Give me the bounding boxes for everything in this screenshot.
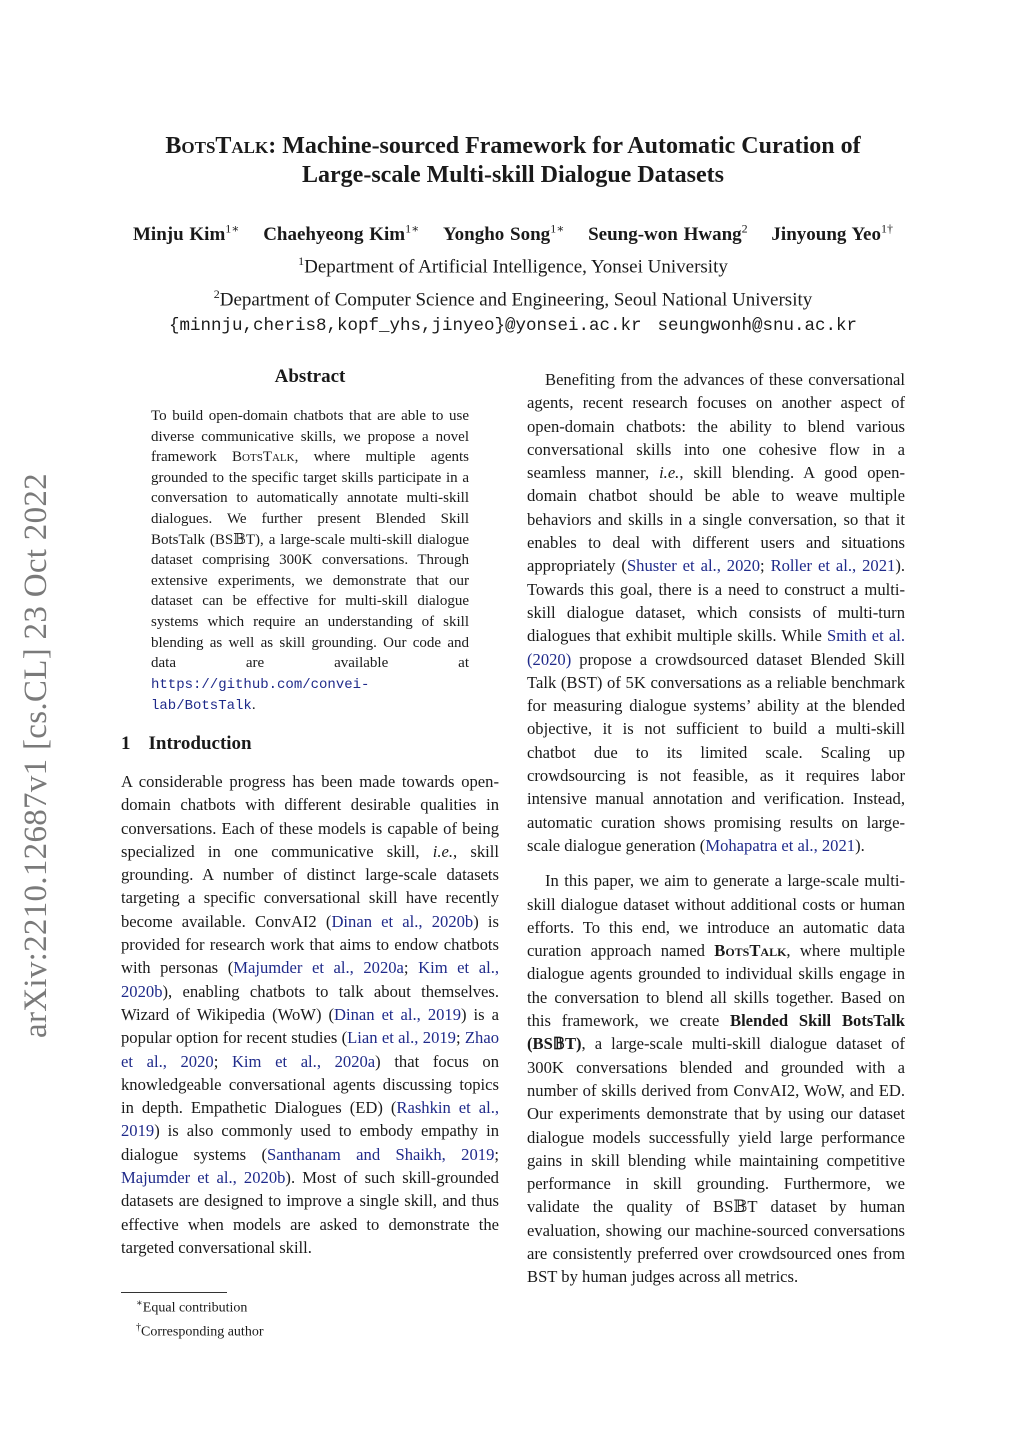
citation-link[interactable]: Smith et al. (2020) (527, 626, 905, 669)
affiliation-1: $^1$Department of Artificial Intelligence, Yonsei University (298, 254, 728, 278)
citation-link[interactable]: Dinan et al., 2019 (334, 1004, 462, 1024)
title-line1: : Machine-sourced Framework for Automatic Curation of (268, 133, 861, 159)
section-heading-introduction: 1 Introduction (121, 733, 252, 754)
author: Yongho Song$^{1∗}$ (443, 222, 565, 246)
citation-link[interactable]: Roller et al., 2021 (770, 556, 896, 576)
abstract-heading: Abstract (274, 366, 346, 387)
citation-link[interactable]: Rashkin et al., 2019 (121, 1098, 499, 1141)
code-link[interactable]: https://github.com/convei-lab/BotsTalk (151, 676, 370, 715)
author-emails (100, 313, 926, 339)
citation-link[interactable]: Shuster et al., 2020 (626, 556, 760, 576)
citation-link[interactable]: Kim et al., 2020a (231, 1051, 376, 1071)
citation-link[interactable]: Dinan et al., 2020b (331, 911, 474, 931)
abstract-text: To build open-domain chatbots that are able to use diverse communicative skills, we propose a novel framework BotsTalk, where multiple agents grounded to the specific target skills participate in a conversation to automatically annotate multi-skill dialogues. We further present Blended Skill BotsTalk (BS𝔹T), a large-scale multi-skill dialogue dataset comprising 300K conversations. Through extensive experiments, we demonstrate that our dataset can be effective for multi-skill dialogue systems which require an understanding of skill blending as well as skill grounding. Our code and data are available at https://github.com/convei-lab/BotsTalk. (151, 408, 469, 715)
footnote-equal-contribution: ∗Equal contribution (136, 1298, 248, 1316)
citation-link[interactable]: Santhanam and Shaikh, 2019 (267, 1144, 495, 1164)
footnote-rule (121, 1292, 227, 1293)
author-names (100, 216, 926, 248)
right-column (527, 368, 905, 1289)
author: Jinyoung Yeo$^{1\dagger}$ (771, 222, 893, 246)
email-snu: seungwonh@snu.ac.kr (657, 315, 858, 336)
paper-title (100, 132, 926, 190)
citation-link[interactable]: Majumder et al., 2020a (233, 958, 404, 978)
citation-link[interactable]: Majumder et al., 2020b (121, 1168, 286, 1188)
citation-link[interactable]: Kim et al., 2020b (121, 958, 499, 1001)
email-yonsei: {minnju,cheris8,kopf_yhs,jinyeo}@yonsei.ac.kr (168, 315, 642, 336)
author-block (100, 216, 926, 339)
introduction-paragraph: A considerable progress has been made towards open-domain chatbots with different desirable qualities in conversations. Each of these models is capable of being specialized in one communicative skill, i.e., skill grounding. A number of distinct large-scale datasets targeting a specific conversational skill have recently become available. ConvAI2 (Dinan et al., 2020b) is provided for research work that aims to endow chatbots with personas (Majumder et al., 2020a; Kim et al., 2020b), enabling chatbots to talk about themselves. Wizard of Wikipedia (WoW) (Dinan et al., 2019) is a popular option for recent studies (Lian et al., 2019; Zhao et al., 2020; Kim et al., 2020a) that focus on knowledgeable conversational agents discussing topics in depth. Empathetic Dialogues (ED) (Rashkin et al., 2019) is also commonly used to embody empathy in dialogue systems (Santhanam and Shaikh, 2019; Majumder et al., 2020b). Most of such skill-grounded datasets are designed to improve a single skill, and thus effective when models are asked to demonstrate the targeted conversational skill. (121, 772, 500, 1257)
title-line2: Large-scale Multi-skill Dialogue Datasets (302, 162, 724, 188)
citation-link[interactable]: Zhao et al., 2020 (121, 1028, 500, 1071)
title-framework-name: BotsTalk (165, 133, 269, 159)
paragraph-contribution: In this paper, we aim to generate a large-scale multi-skill dialogue dataset without additional costs or human efforts. To this end, we introduce an automatic data curation approach named BotsTalk, where multiple dialogue agents grounded to individual skills engage in the conversation to blend all skills together. Based on this framework, we create Blended Skill BotsTalk (BS𝔹T), a large-scale multi-skill dialogue dataset of 300K conversations blended and grounded with a number of skills derived from ConvAI2, WoW, and ED. Our experiments demonstrate that by using our dataset dialogue models successfully yield large performance gains in skill blending while maintaining competitive performance in skill grounding. Furthermore, we validate the quality of BS𝔹T dataset by human evaluation, showing our machine-sourced conversations are consistently preferred over crowdsourced ones from BST by human judges across all metrics. (527, 871, 905, 1287)
affiliation-2: $^2$Department of Computer Science and Engineering, Seoul National University (213, 286, 813, 310)
footnotes (136, 1294, 263, 1342)
citation-link[interactable]: Lian et al., 2019 (347, 1028, 456, 1048)
author: Seung-won Hwang$^2$ (588, 222, 748, 246)
author: Minju Kim$^{1∗}$ (132, 222, 240, 246)
footnote-corresponding-author: †Corresponding author (136, 1322, 264, 1340)
arxiv-identifier: arXiv:2210.12687v1 [cs.CL] 23 Oct 2022 (17, 472, 54, 1038)
author: Chaehyeong Kim$^{1∗}$ (263, 222, 420, 246)
arxiv-sidebar (14, 455, 58, 1055)
paragraph-skill-blending: Benefiting from the advances of these conversational agents, recent research focuses on another aspect of open-domain chatbots: the ability to blend various conversational skills into one cohesive flow in a seamless manner, i.e., skill blending. A good open-domain chatbot should be able to weave multiple behaviors and skills in a single conversation, so that it enables to deal with different users and situations appropriately (Shuster et al., 2020; Roller et al., 2021). Towards this goal, there is a need to construct a multi-skill dialogue dataset, which consists of multi-turn dialogues that exhibit multiple skills. While Smith et al. (2020) propose a crowdsourced dataset Blended Skill Talk (BST) of 5K conversations as a reliable benchmark for measuring dialogue systems’ ability at the blended objective, it is not sufficient to build a multi-skill chatbot due to its limited scale. Scaling up crowdsourcing is not feasible, as it requires labor intensive manual annotation and verification. Instead, automatic curation shows promising results on large-scale dialogue generation (Mohapatra et al., 2021). (527, 370, 905, 855)
citation-link[interactable]: Mohapatra et al., 2021 (705, 835, 856, 855)
